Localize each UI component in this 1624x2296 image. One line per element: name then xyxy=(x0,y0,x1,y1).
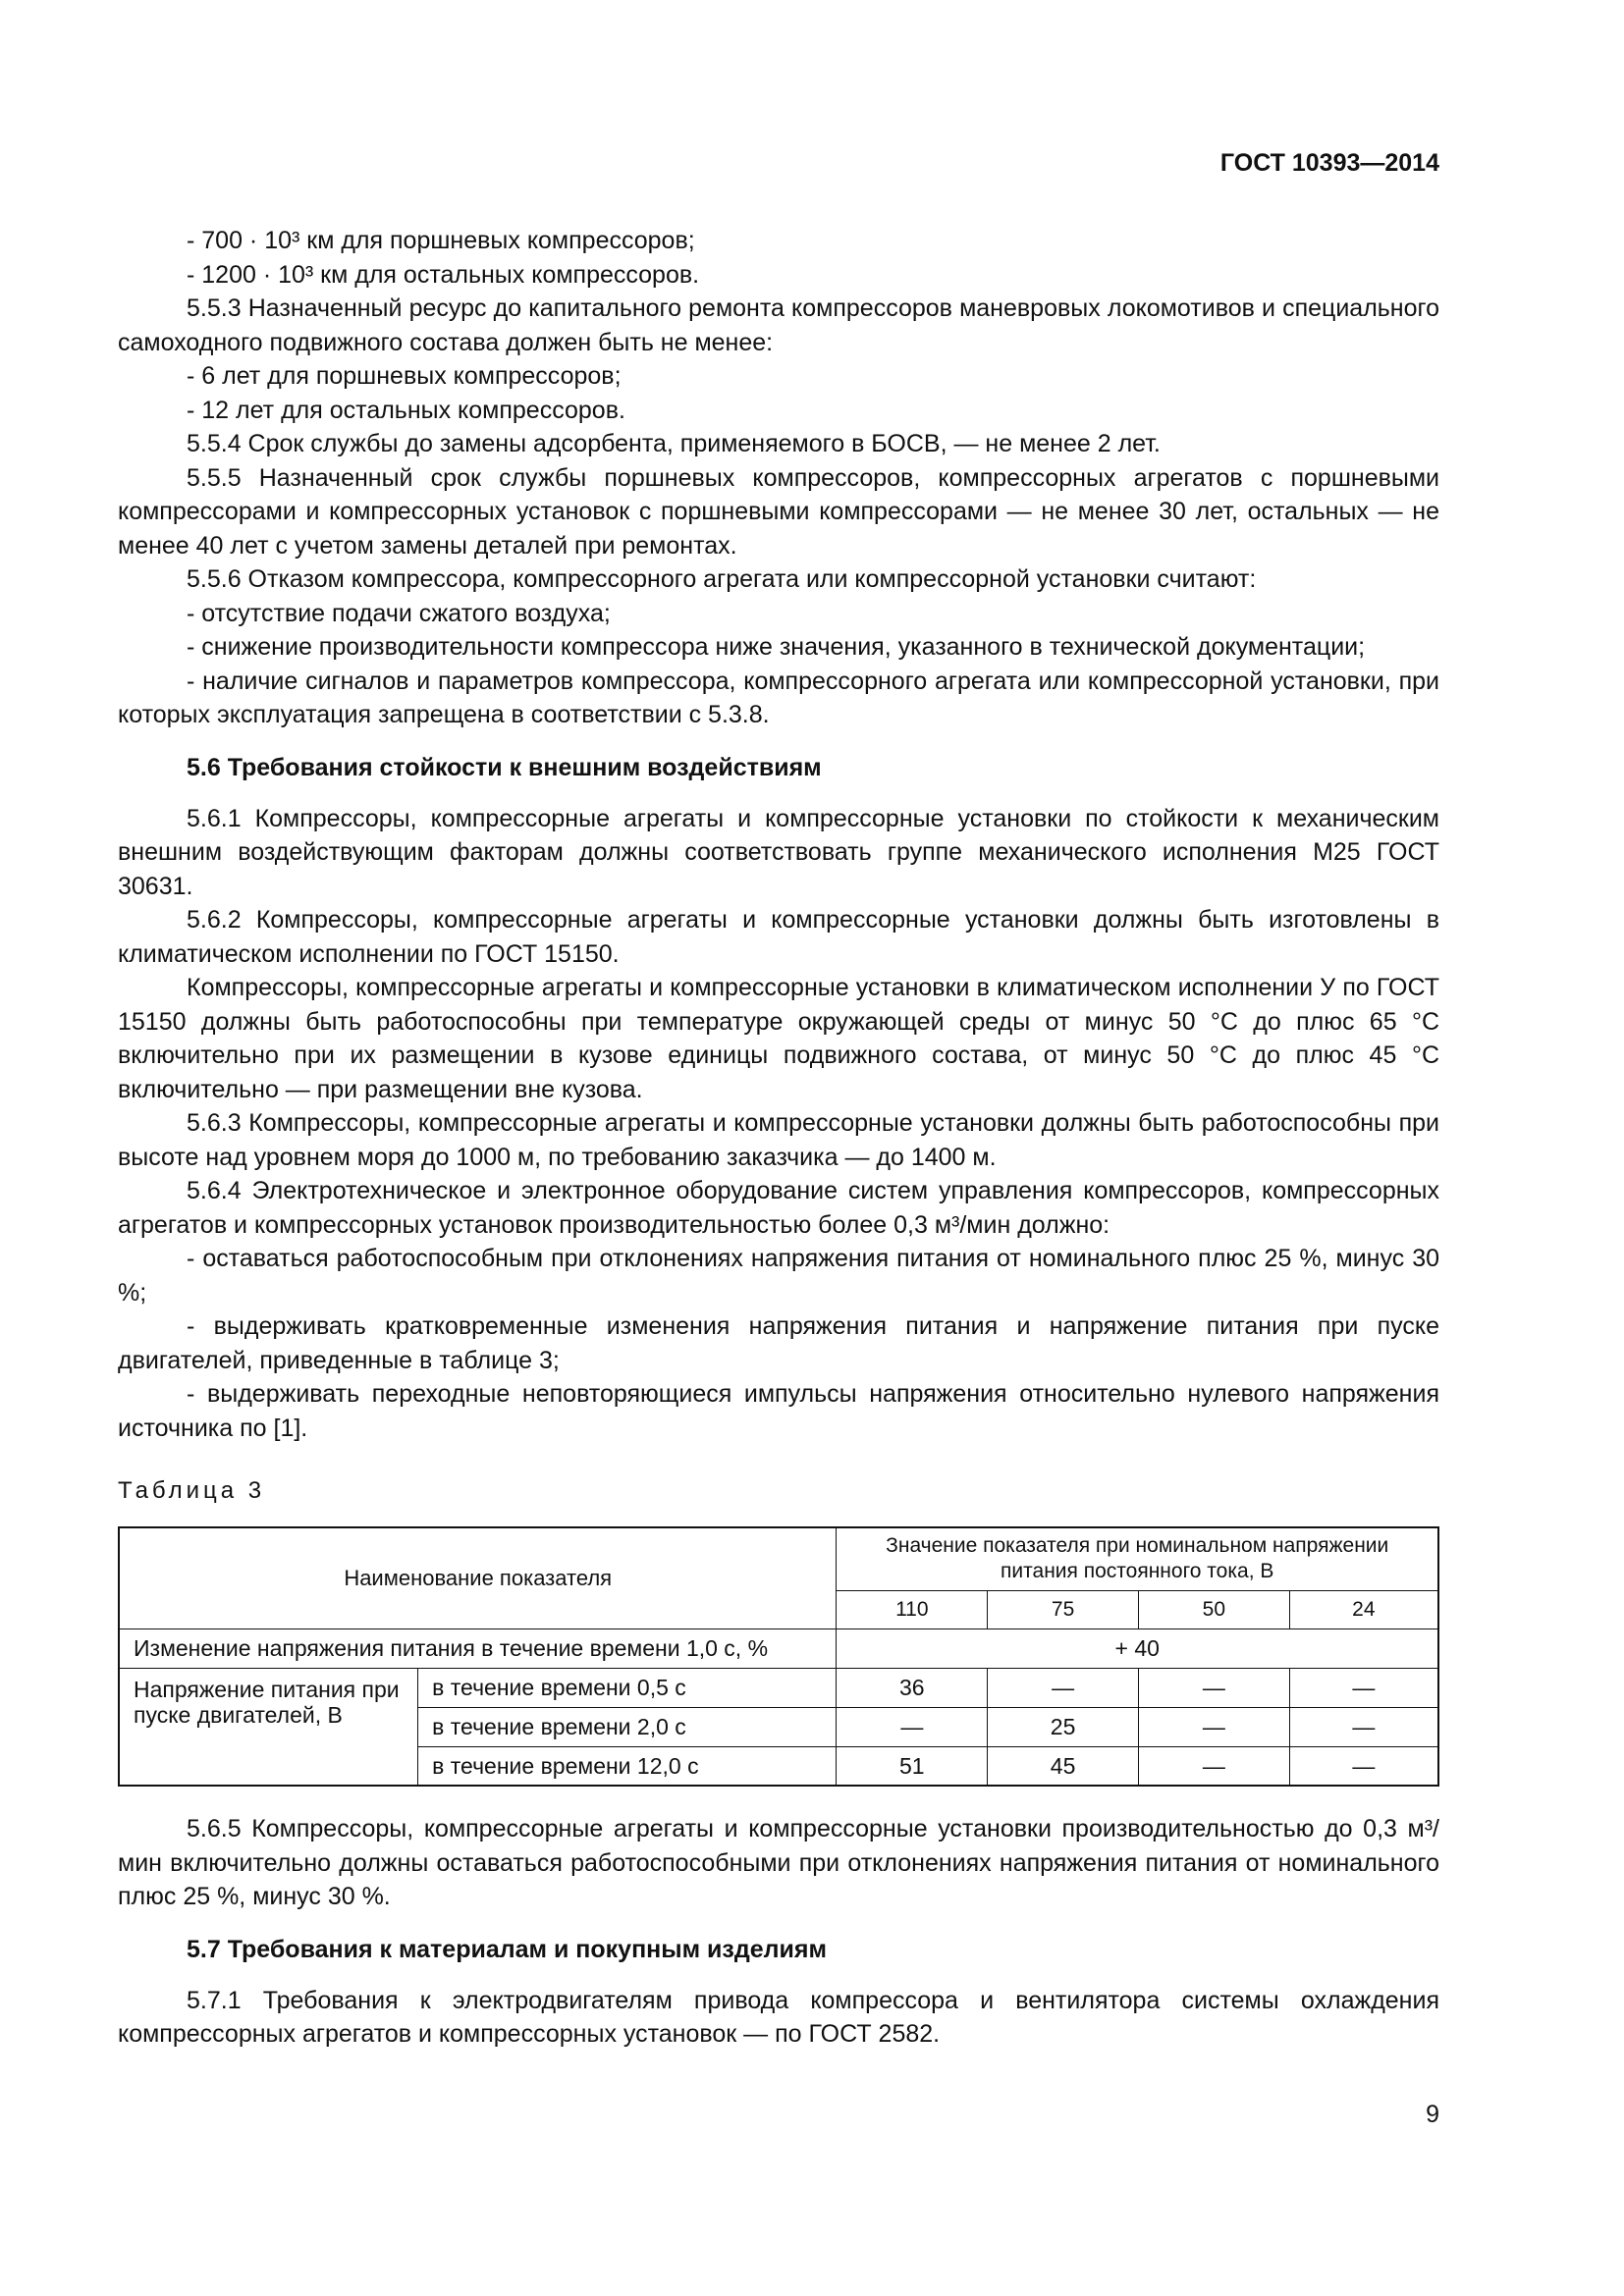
header-indicator-name: Наименование показателя xyxy=(119,1527,837,1629)
document-header: ГОСТ 10393—2014 xyxy=(1219,149,1439,177)
table-cell: — xyxy=(1138,1707,1289,1746)
table-cell: 45 xyxy=(988,1746,1139,1786)
list-item: - отсутствие подачи сжатого воздуха; xyxy=(187,599,611,627)
section-heading: 5.7 Требования к материалам и покупным изделиям xyxy=(187,1935,827,1963)
table-cell: 51 xyxy=(837,1746,988,1786)
paragraph: 5.5.4 Срок службы до замены адсорбента, применяемого в БОСВ, — не менее 2 лет. xyxy=(187,430,1161,457)
table-cell: — xyxy=(1138,1746,1289,1786)
paragraph: 5.5.6 Отказом компрессора, компрессорного агрегата или компрессорной установки считают: xyxy=(187,565,1257,593)
header-indicator-values: Значение показателя при номинальном напряжении питания постоянного тока, В xyxy=(837,1527,1438,1591)
table-caption: Таблица 3 xyxy=(118,1477,266,1504)
list-item: - оставаться работоспособным при отклонениях напряжения питания от номинального плюс 25 %, минус 30 %; xyxy=(118,1245,1439,1307)
list-item: - 6 лет для поршневых компрессоров; xyxy=(187,362,622,390)
table-cell: 25 xyxy=(988,1707,1139,1746)
paragraph: 5.5.5 Назначенный срок службы поршневых компрессоров, компрессорных агрегатов с поршневыми компрессорами и компрессорных установок с поршневыми компрессорами — не менее 30 лет, остальных — не менее 40 лет с учетом замены деталей при ремонтах. xyxy=(118,463,1439,560)
paragraph: 5.7.1 Требования к электродвигателям привода компрессора и вентилятора системы охлаждения компрессорных агрегатов и компрессорных установок — по ГОСТ 2582. xyxy=(118,1986,1439,2048)
row-label: в течение времени 0,5 с xyxy=(418,1668,837,1707)
row-label: Изменение напряжения питания в течение времени 1,0 с, % xyxy=(119,1629,837,1668)
list-item: - 700 · 10³ км для поршневых компрессоров; xyxy=(187,227,695,254)
list-item: - выдерживать переходные неповторяющиеся импульсы напряжения относительно нулевого напряжения источника по [1]. xyxy=(118,1380,1439,1442)
paragraph: 5.6.4 Электротехническое и электронное оборудование систем управления компрессоров, компрессорных агрегатов и компрессорных установок производительностью более 0,3 м³/мин должно: xyxy=(118,1177,1439,1239)
row-label: в течение времени 2,0 с xyxy=(418,1707,837,1746)
list-item: - наличие сигналов и параметров компрессора, компрессорного агрегата или компрессорной установки, при которых эксплуатация запрещена в соответствии с 5.3.8. xyxy=(118,667,1439,728)
header-voltage: 50 xyxy=(1138,1591,1289,1629)
header-voltage: 110 xyxy=(837,1591,988,1629)
table-row xyxy=(119,1668,1438,1707)
list-item: - 1200 · 10³ км для остальных компрессоров. xyxy=(187,260,700,289)
page-content xyxy=(118,224,1439,2052)
list-item: - снижение производительности компрессора ниже значения, указанного в технической документации; xyxy=(187,633,1366,661)
table-row xyxy=(119,1629,1438,1668)
table-cell: 36 xyxy=(837,1668,988,1707)
list-item: - 12 лет для остальных компрессоров. xyxy=(187,396,625,424)
row-group-label: Напряжение питания при пуске двигателей, В xyxy=(119,1668,418,1786)
table-cell: — xyxy=(837,1707,988,1746)
table-cell: — xyxy=(1289,1707,1438,1746)
list-item: - выдерживать кратковременные изменения напряжения питания и напряжение питания при пуске двигателей, приведенные в таблице 3; xyxy=(118,1312,1439,1374)
paragraph: 5.6.5 Компрессоры, компрессорные агрегаты и компрессорные установки производительностью до 0,3 м³/мин включительно должны оставаться работоспособными при отклонениях напряжения питания от номинального плюс 25 %, минус 30 %. xyxy=(118,1815,1439,1910)
row-label: в течение времени 12,0 с xyxy=(418,1746,837,1786)
row-value: + 40 xyxy=(837,1629,1438,1668)
table-3 xyxy=(118,1526,1439,1788)
paragraph: 5.5.3 Назначенный ресурс до капитального ремонта компрессоров маневровых локомотивов и специального самоходного подвижного состава должен быть не менее: xyxy=(118,294,1439,356)
section-heading: 5.6 Требования стойкости к внешним воздействиям xyxy=(187,753,822,781)
table-cell: — xyxy=(988,1668,1139,1707)
header-voltage: 24 xyxy=(1289,1591,1438,1629)
paragraph: Компрессоры, компрессорные агрегаты и компрессорные установки в климатическом исполнении У по ГОСТ 15150 должны быть работоспособны при температуре окружающей среды от минус 50 °С до плюс 65 °С включительно при их размещении в кузове единицы подвижного состава, от минус 50 °С до плюс 45 °С включительно — при размещении вне кузова. xyxy=(118,974,1439,1103)
paragraph: 5.6.1 Компрессоры, компрессорные агрегаты и компрессорные установки по стойкости к механическим внешним воздействующим факторам должны соответствовать группе механического исполнения М25 ГОСТ 30631. xyxy=(118,804,1439,900)
table-cell: — xyxy=(1289,1746,1438,1786)
table-header-row xyxy=(119,1527,1438,1591)
page-number: 9 xyxy=(1426,2101,1439,2128)
paragraph: 5.6.3 Компрессоры, компрессорные агрегаты и компрессорные установки должны быть работоспособны при высоте над уровнем моря до 1000 м, по требованию заказчика — до 1400 м. xyxy=(118,1109,1439,1171)
table-cell: — xyxy=(1289,1668,1438,1707)
paragraph: 5.6.2 Компрессоры, компрессорные агрегаты и компрессорные установки должны быть изготовлены в климатическом исполнении по ГОСТ 15150. xyxy=(118,906,1439,968)
table-cell: — xyxy=(1138,1668,1289,1707)
header-voltage: 75 xyxy=(988,1591,1139,1629)
